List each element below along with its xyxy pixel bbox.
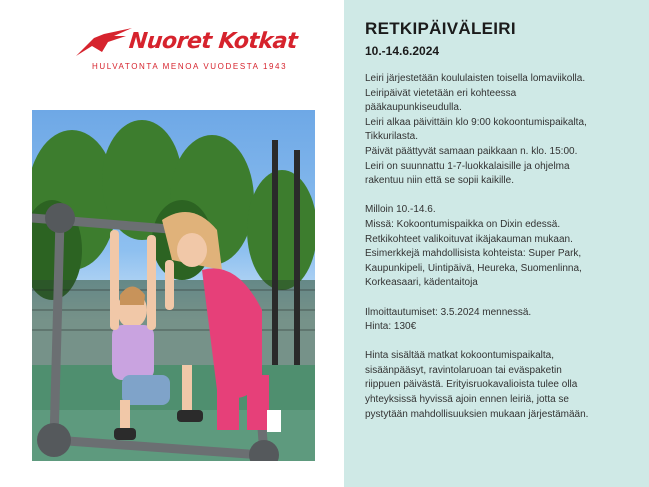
text-line: Hinta sisältää matkat kokoontumispaikalta, — [365, 350, 554, 362]
camp-title: RETKIPÄIVÄLEIRI — [365, 19, 516, 38]
text-line: riippuen päivästä. Erityisruokavalioista tulee olla — [365, 379, 578, 391]
paragraph-gap — [365, 189, 647, 204]
text-line: Ilmoittautumiset: 3.5.2024 mennessä. — [365, 306, 532, 318]
text-line: Milloin 10.-14.6. — [365, 204, 436, 216]
text-line: pystytään mahdollisuuksien mukaan järjestämään. — [365, 408, 589, 420]
text-line: pääkaupunkiseudulla. — [365, 102, 462, 114]
text-line: Missä: Kokoontumispaikka on Dixin edessä. — [365, 218, 561, 230]
text-line: Retkikohteet valikoituvat ikäjakauman mukaan. — [365, 233, 573, 245]
paragraph-gap — [365, 335, 647, 350]
camp-description — [365, 72, 647, 422]
text-line: Päivät päättyvät samaan paikkaan n. klo. 15:00. — [365, 145, 578, 157]
logo-tagline: HULVATONTA MENOA VUODESTA 1943 — [92, 62, 288, 71]
eagle-logo-icon — [74, 26, 134, 58]
nuoret-kotkat-logo — [74, 26, 299, 76]
text-line: sisäänpääsyt, ravintolaruoan tai eväspaketin — [365, 364, 562, 376]
camp-dates: 10.-14.6.2024 — [365, 44, 440, 58]
text-line: Korkeasaari, kädentaitoja — [365, 277, 478, 289]
text-line: Leiripäivät vietetään eri kohteessa — [365, 87, 517, 99]
text-line: Leiri järjestetään koululaisten toisella lomaviikolla. — [365, 73, 586, 84]
paragraph-gap — [365, 291, 647, 306]
text-line: Tikkurilasta. — [365, 131, 418, 143]
text-line: Leiri on suunnattu 1-7-luokkalaisille ja ohjelma — [365, 160, 570, 172]
text-line: Hinta: 130€ — [365, 321, 417, 333]
text-line: rakentuu niin että se sopii kaikille. — [365, 175, 514, 187]
logo-wordmark: Nuoret Kotkat — [127, 29, 299, 54]
text-line: Leiri alkaa päivittäin klo 9:00 kokoontumispaikalta, — [365, 116, 587, 128]
text-line: Esimerkkejä mahdollisista kohteista: Super Park, — [365, 248, 582, 260]
children-playground-photo — [32, 110, 315, 461]
info-panel — [344, 0, 649, 487]
photo-illustration — [32, 110, 315, 461]
text-line: Kaupunkipeli, Uintipäivä, Heureka, Suomenlinna, — [365, 262, 582, 274]
text-line: yhteyksissä hyvissä ajoin ennen leiriä, jotta se — [365, 394, 569, 406]
